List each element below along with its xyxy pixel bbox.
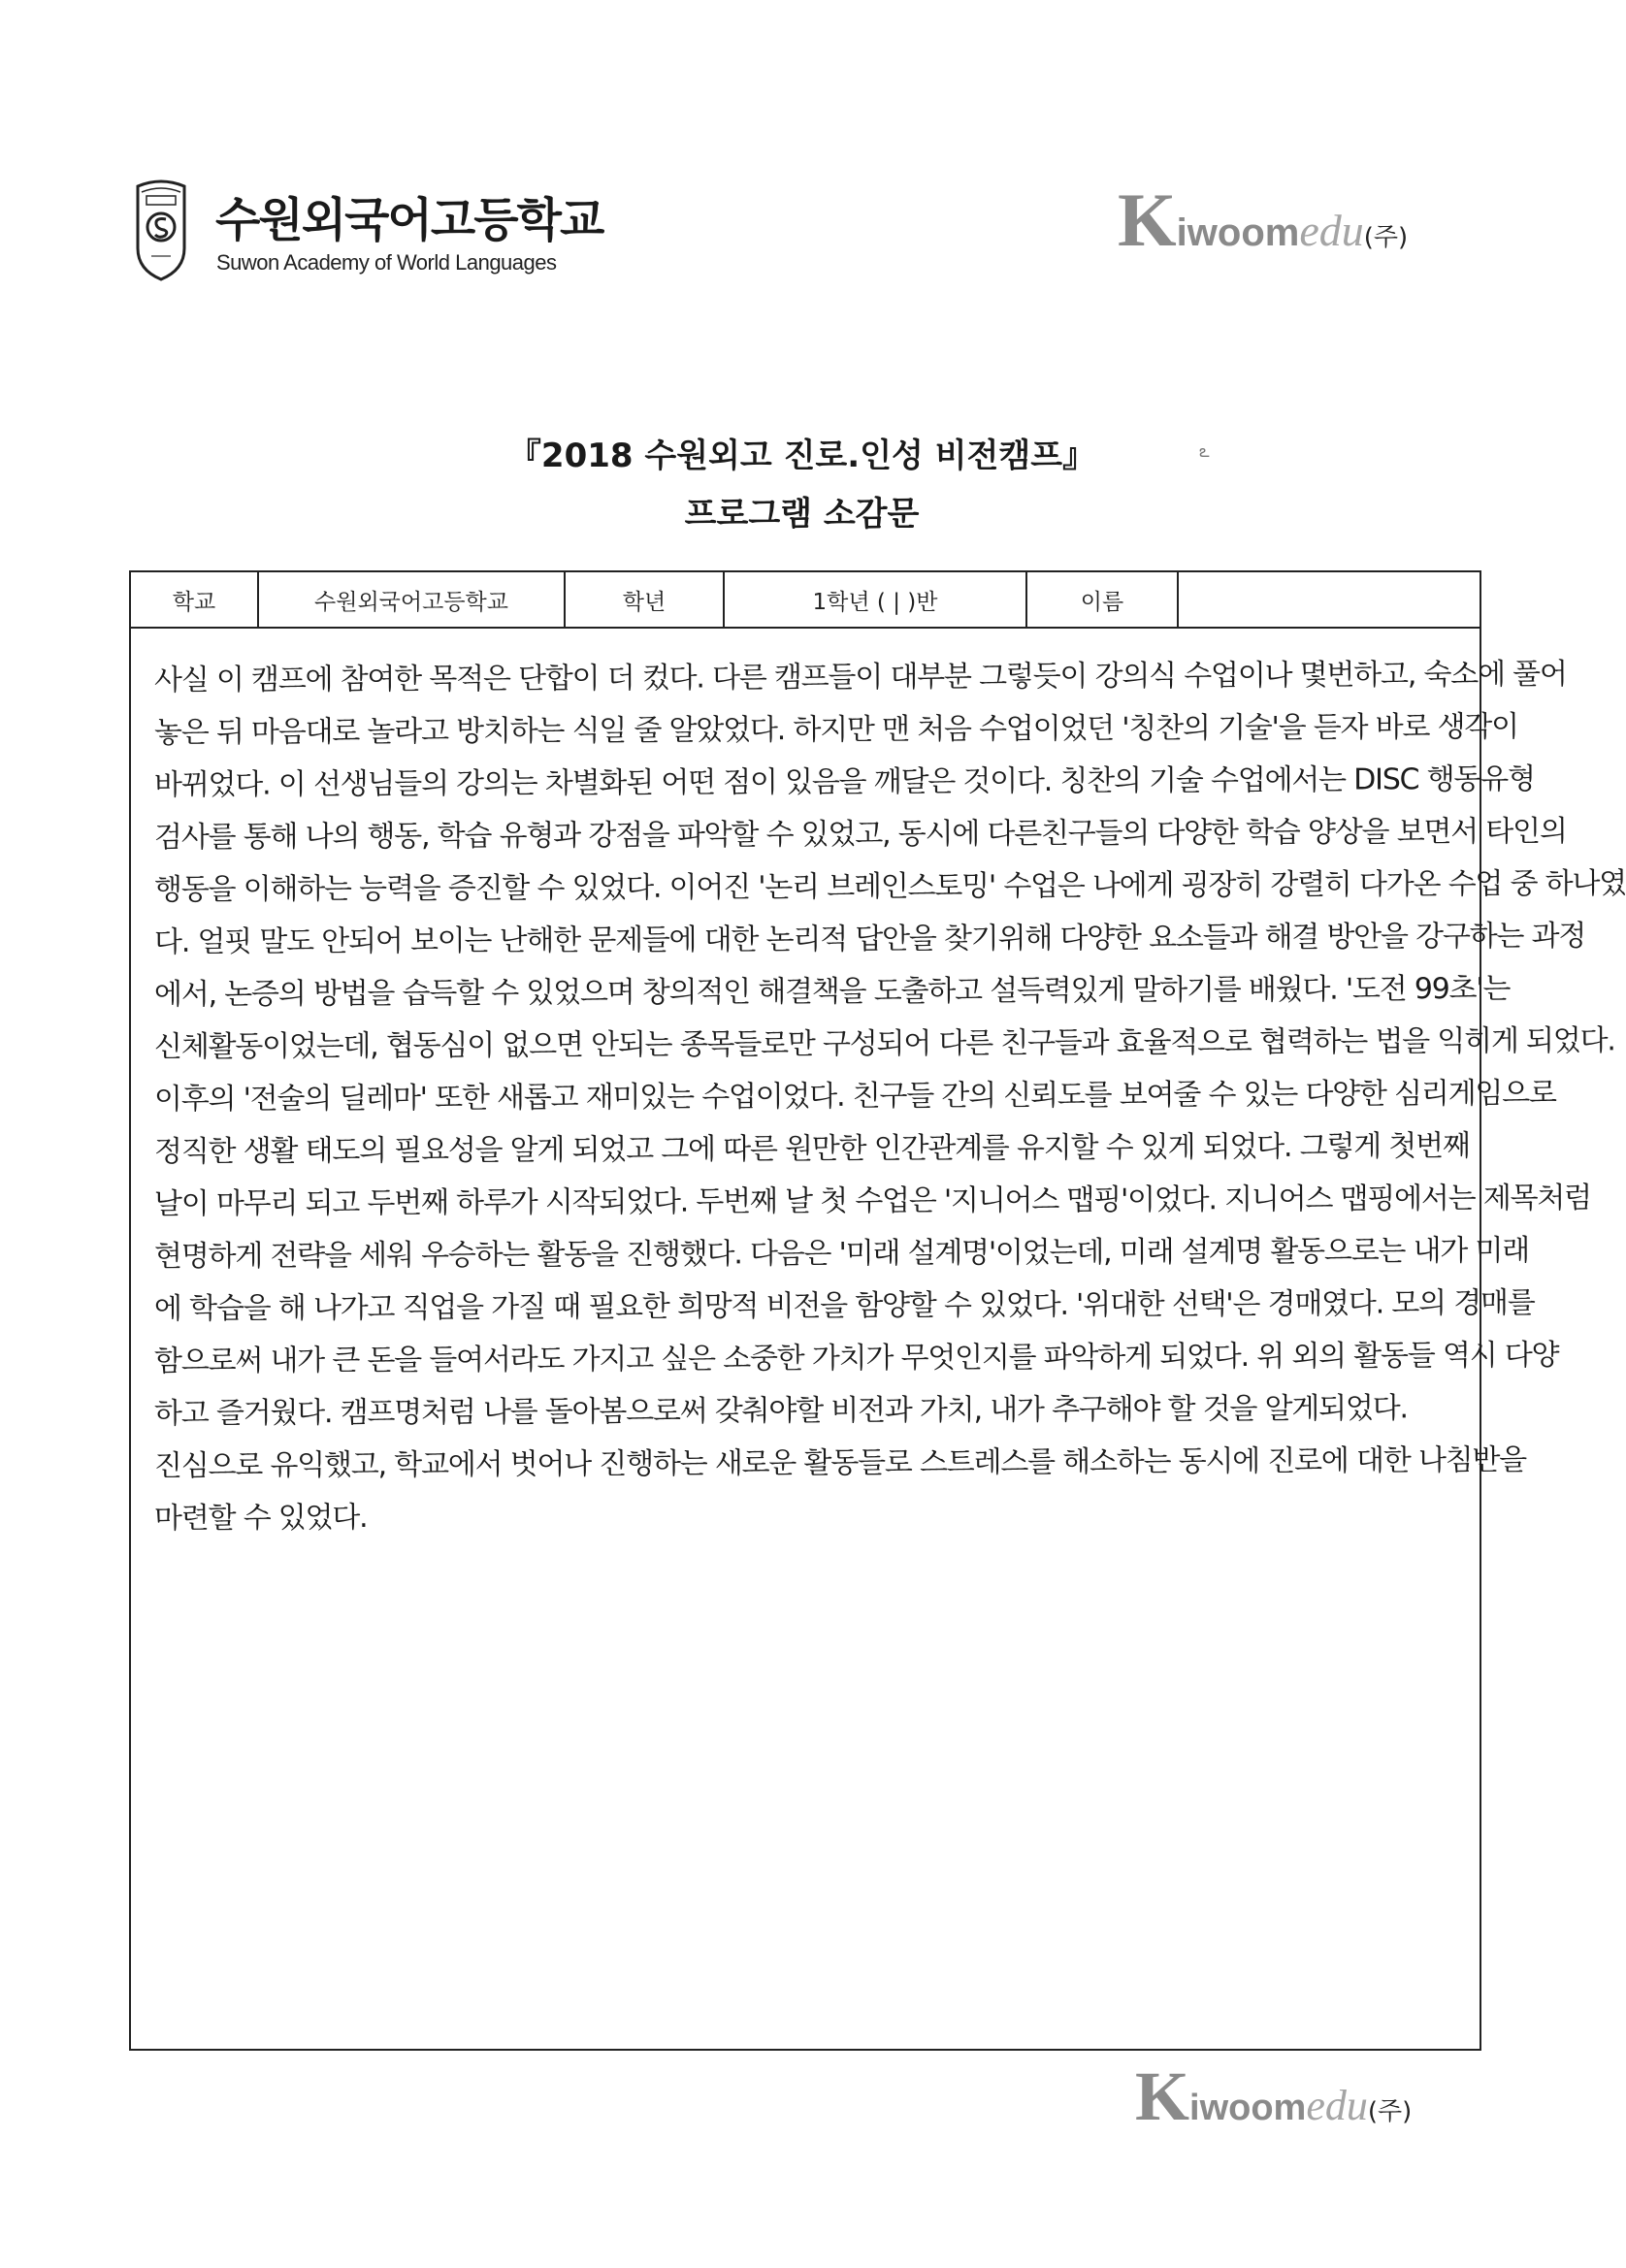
brand-suffix: (주) [1363,223,1409,252]
brand-k: K [1118,178,1177,262]
name-label: 이름 [1027,572,1179,627]
essay-line: 바뀌었다. 이 선생님들의 강의는 차별화된 어떤 점이 있음을 깨달은 것이다. 칭찬의 기술 수업에서는 DISC 행동유형 [153,761,1535,802]
essay-line: 함으로써 내가 큰 돈을 들여서라도 가지고 싶은 소중한 가치가 무엇인지를 파악하게 되었다. 위 외의 활동들 역시 다양 [153,1338,1559,1378]
stray-mark: ఽ [1199,441,1210,462]
essay-line: 신체활동이었는데, 협동심이 없으면 안되는 종목들로만 구성되어 다른 친구들과 효율적으로 협력하는 법을 익히게 되었다. [153,1023,1615,1064]
handwritten-essay [153,652,1626,2010]
essay-line: 날이 마무리 되고 두번째 하루가 시작되었다. 두번째 날 첫 수업은 '지니어스 맵핑'이었다. 지니어스 맵핑에서는 제목처럼 [153,1181,1591,1221]
essay-line: 놓은 뒤 마음대로 놀라고 방치하는 식일 줄 알았었다. 하지만 맨 처음 수업이었던 '칭찬의 기술'을 듣자 바로 생각이 [153,709,1518,750]
brand-k: K [1135,2057,1190,2135]
essay-line: 하고 즐거웠다. 캠프명처럼 나를 돌아봄으로써 갖춰야할 비전과 가치, 내가 추구해야 할 것을 알게되었다. [153,1391,1408,1431]
brand-edu: edu [1299,206,1364,255]
kiwoom-edu-logo-top [1118,177,1408,264]
school-logo [126,167,603,293]
brand-suffix: (주) [1367,2097,1413,2126]
essay-line: 정직한 생활 태도의 필요성을 알게 되었고 그에 따른 원만한 인간관계를 유지할 수 있게 되었다. 그렇게 첫번째 [153,1129,1470,1169]
essay-line: 다. 얼핏 말도 안되어 보이는 난해한 문제들에 대한 논리적 답안을 찾기위해 다양한 요소들과 해결 방안을 강구하는 과정 [153,919,1586,959]
document-title: 『2018 수원외고 진로.인성 비전캠프』 [507,437,1096,475]
essay-line: 에서, 논증의 방법을 습득할 수 있었으며 창의적인 해결책을 도출하고 설득력있게 말하기를 배웠다. '도전 99초'는 [153,971,1511,1012]
essay-line: 검사를 통해 나의 행동, 학습 유형과 강점을 파악할 수 있었고, 동시에 다른친구들의 다양한 학습 양상을 보면서 타인의 [153,814,1567,855]
brand-edu: edu [1306,2082,1368,2129]
essay-line: 에 학습을 해 나가고 직업을 가질 때 필요한 희망적 비전을 함양할 수 있었다. '위대한 선택'은 경매였다. 모의 경매를 [153,1285,1535,1326]
essay-line: 현명하게 전략을 세워 우승하는 활동을 진행했다. 다음은 '미래 설계명'이었는데, 미래 설계명 활동으로는 내가 미래 [153,1233,1530,1274]
essay-line: 마련할 수 있었다. [153,1500,368,1536]
essay-line: 행동을 이해하는 능력을 증진할 수 있었다. 이어진 '논리 브레인스토밍' 수업은 나에게 굉장히 강렬히 다가온 수업 중 하나였 [153,866,1626,907]
school-label: 학교 [131,572,259,627]
school-crest-icon [134,173,188,283]
school-name-korean: 수원외국어고등학교 [215,193,603,247]
school-value: 수원외국어고등학교 [259,572,566,627]
essay-line: 사실 이 캠프에 참여한 목적은 단합이 더 컸다. 다른 캠프들이 대부분 그렇듯이 강의식 수업이나 몇번하고, 숙소에 풀어 [153,657,1567,697]
name-value [1179,572,1480,627]
essay-line: 진심으로 유익했고, 학교에서 벗어나 진행하는 새로운 활동들로 스트레스를 해소하는 동시에 진로에 대한 나침반을 [153,1442,1527,1483]
brand-iwoom: iwoom [1176,211,1300,254]
student-info-row [131,572,1480,629]
document-subtitle: 프로그램 소감문 [684,495,920,534]
kiwoom-edu-logo-bottom [1135,2057,1412,2137]
school-name-english: Suwon Academy of World Languages [216,250,557,275]
grade-class-value: 1학년 ( | )반 [725,572,1027,627]
essay-line: 이후의 '전술의 딜레마' 또한 새롭고 재미있는 수업이었다. 친구들 간의 신뢰도를 보여줄 수 있는 다양한 심리게임으로 [153,1076,1556,1117]
essay-form [129,570,1626,2051]
grade-label: 학년 [566,572,725,627]
brand-iwoom: iwoom [1189,2088,1307,2128]
